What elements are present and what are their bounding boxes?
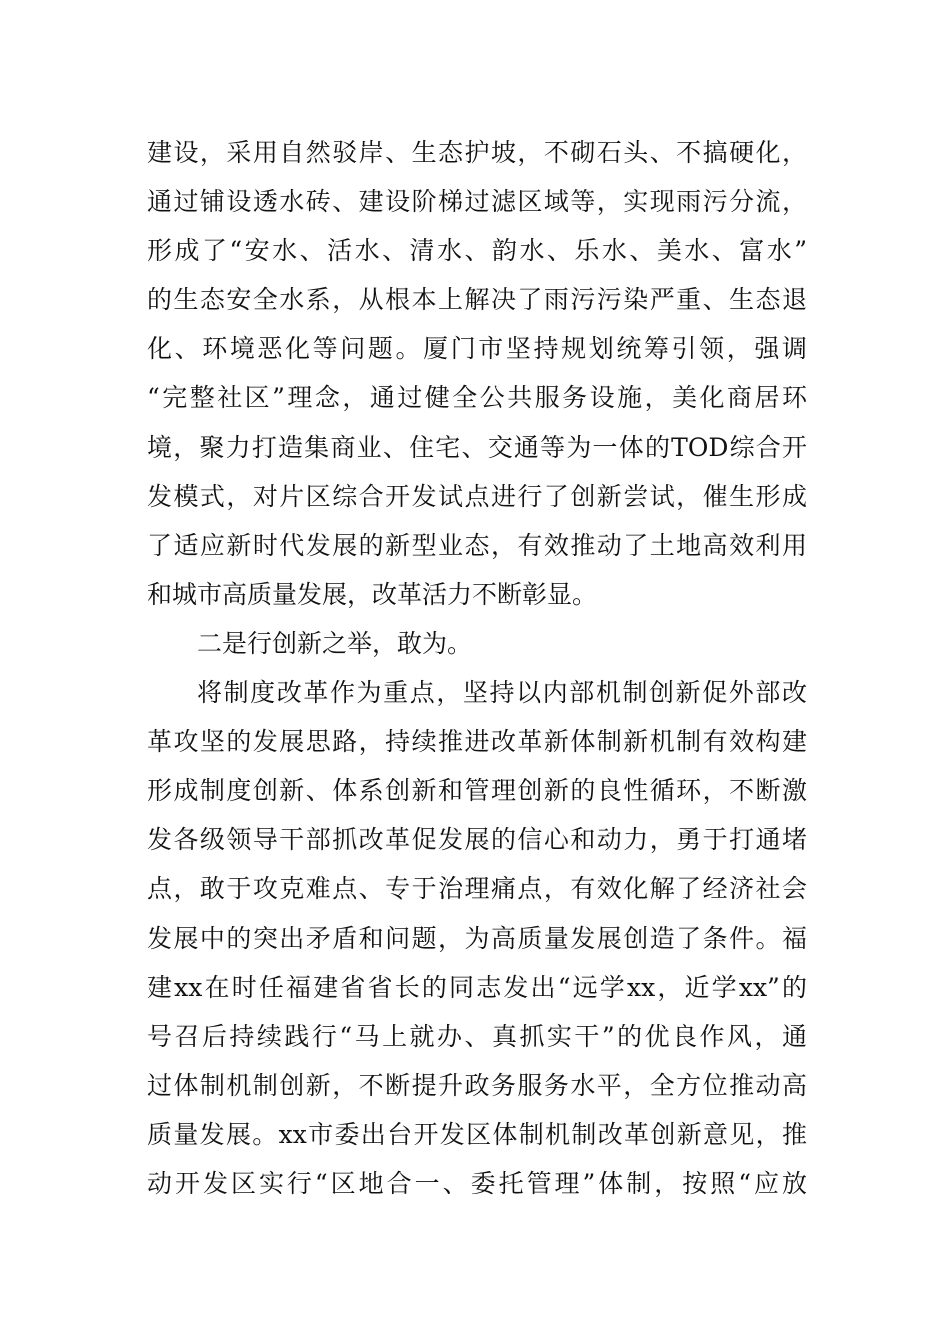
paragraph-line: 质量发展。xx市委出台开发区体制机制改革创新意见，推 bbox=[147, 1119, 807, 1149]
paragraph-line: 发模式，对片区综合开发试点进行了创新尝试，催生形成 bbox=[147, 481, 807, 511]
paragraph-line: 号召后持续践行“马上就办、真抓实干”的优良作风，通 bbox=[147, 1021, 807, 1051]
paragraph-line: 化、环境恶化等问题。厦门市坚持规划统筹引领，强调 bbox=[147, 334, 807, 364]
paragraph-line: 过体制机制创新，不断提升政务服务水平，全方位推动高 bbox=[147, 1070, 807, 1100]
paragraph-line: 通过铺设透水砖、建设阶梯过滤区域等，实现雨污分流， bbox=[147, 187, 807, 217]
paragraph-line: 革攻坚的发展思路，持续推进改革新体制新机制有效构建 bbox=[147, 727, 807, 757]
paragraph-line: 形成制度创新、体系创新和管理创新的良性循环，不断激 bbox=[147, 776, 807, 806]
paragraph-line: 点，敢于攻克难点、专于治理痛点，有效化解了经济社会 bbox=[147, 874, 807, 904]
paragraph-line: 了适应新时代发展的新型业态，有效推动了土地高效利用 bbox=[147, 530, 807, 560]
paragraph-line: 建xx在时任福建省省长的同志发出“远学xx，近学xx”的 bbox=[147, 972, 807, 1002]
paragraph-line: 将制度改革作为重点，坚持以内部机制创新促外部改 bbox=[197, 678, 807, 708]
paragraph-line: 境，聚力打造集商业、住宅、交通等为一体的TOD综合开 bbox=[147, 432, 807, 462]
paragraph-line: 建设，采用自然驳岸、生态护坡，不砌石头、不搞硬化， bbox=[147, 138, 807, 167]
paragraph-line: 的生态安全水系，从根本上解决了雨污污染严重、生态退 bbox=[147, 285, 807, 315]
paragraph-line: 和城市高质量发展，改革活力不断彰显。 bbox=[147, 579, 598, 609]
paragraph-line: 发各级领导干部抓改革促发展的信心和动力，勇于打通堵 bbox=[147, 825, 807, 855]
paragraph-line: “完整社区”理念，通过健全公共服务设施，美化商居环 bbox=[147, 383, 807, 413]
paragraph-line: 发展中的突出矛盾和问题，为高质量发展创造了条件。福 bbox=[147, 923, 807, 953]
section-heading: 二是行创新之举，敢为。 bbox=[197, 628, 473, 658]
paragraph-line: 形成了“安水、活水、清水、韵水、乐水、美水、富水” bbox=[147, 236, 807, 266]
document-body bbox=[147, 128, 807, 1208]
paragraph-line: 动开发区实行“区地合一、委托管理”体制，按照“应放 bbox=[147, 1168, 807, 1198]
